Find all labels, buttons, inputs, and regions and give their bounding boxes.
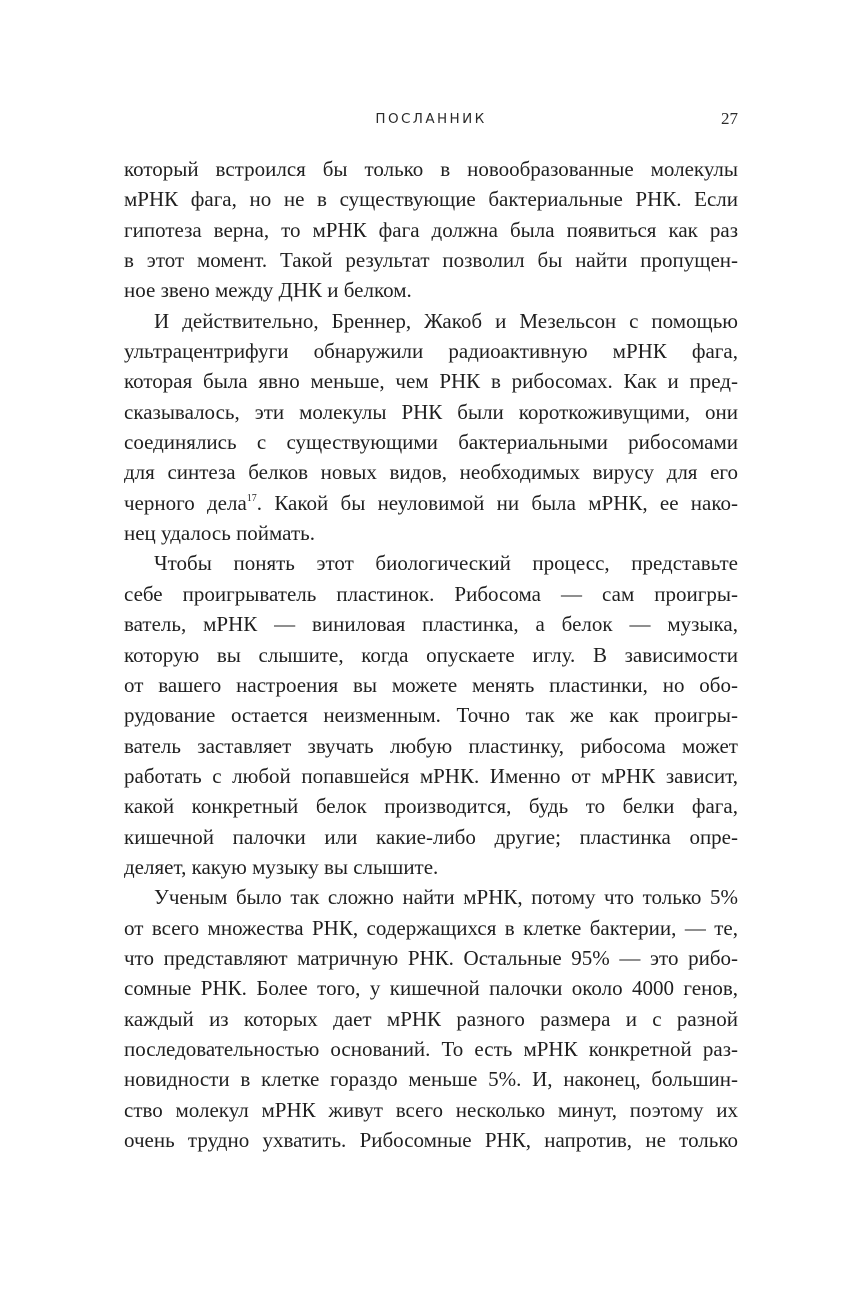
text-line bbox=[124, 488, 738, 518]
text-line: в этот момент. Такой результат позволил бы найти пропущен- bbox=[124, 248, 738, 273]
text-line: новидности в клетке гораздо меньше 5%. И, наконец, большин- bbox=[124, 1067, 738, 1092]
text-line: кишечной палочки или какие-либо другие; пластинка опре- bbox=[124, 824, 738, 849]
text-line: сомные РНК. Более того, у кишечной палочки около 4000 генов, bbox=[124, 976, 738, 1001]
text-line: работать с любой попавшейся мРНК. Именно от мРНК зависит, bbox=[124, 763, 738, 788]
text-line: Чтобы понять этот биологический процесс, представьте bbox=[154, 551, 738, 576]
text-fragment: . Какой бы неуловимой ни была мРНК, ее нако- bbox=[256, 490, 738, 515]
text-line: ватель, мРНК — виниловая пластинка, а белок — музыка, bbox=[124, 612, 738, 637]
footnote-reference[interactable]: 17 bbox=[246, 492, 257, 504]
text-line: ство молекул мРНК живут всего несколько минут, поэтому их bbox=[124, 1097, 738, 1122]
page-number: 27 bbox=[721, 109, 738, 128]
text-line: какой конкретный белок производится, будь то белки фага, bbox=[124, 794, 738, 819]
text-line: мРНК фага, но не в существующие бактериальные РНК. Если bbox=[124, 187, 738, 212]
text-line: И действительно, Бреннер, Жакоб и Мезельсон с помощью bbox=[154, 308, 738, 333]
text-line: для синтеза белков новых видов, необходимых вирусу для его bbox=[124, 460, 738, 485]
text-line: каждый из которых дает мРНК разного размера и с разной bbox=[124, 1006, 738, 1031]
text-line: сказывалось, эти молекулы РНК были короткоживущими, они bbox=[124, 399, 738, 424]
text-line: которую вы слышите, когда опускаете иглу. В зависимости bbox=[124, 642, 738, 667]
text-line: от вашего настроения вы можете менять пластинки, но обо- bbox=[124, 672, 738, 697]
text-line: который встроился бы только в новообразованные молекулы bbox=[124, 157, 738, 181]
text-line: рудование остается неизменным. Точно так же как проигры- bbox=[124, 703, 738, 728]
text-line: Ученым было так сложно найти мРНК, потому что только 5% bbox=[154, 885, 738, 910]
text-line: последовательностью оснований. То есть мРНК конкретной раз- bbox=[124, 1036, 738, 1061]
text-line: ультрацентрифуги обнаружили радиоактивную мРНК фага, bbox=[124, 339, 738, 364]
running-header bbox=[124, 108, 738, 132]
text-line: которая была явно меньше, чем РНК в рибосомах. Как и пред- bbox=[124, 369, 738, 394]
text-line: нец удалось поймать. bbox=[124, 521, 315, 546]
running-title: ПОСЛАННИК bbox=[375, 111, 487, 127]
text-line: соединялись с существующими бактериальными рибосомами bbox=[124, 430, 738, 455]
body-text bbox=[124, 154, 738, 1155]
text-line: очень трудно ухватить. Рибосомные РНК, напротив, не только bbox=[124, 1128, 738, 1152]
text-line: что представляют матричную РНК. Остальные 95% — это рибо- bbox=[124, 945, 738, 970]
text-line: от всего множества РНК, содержащихся в клетке бактерии, — те, bbox=[124, 915, 738, 940]
text-fragment: черного дела bbox=[124, 490, 247, 515]
text-line: деляет, какую музыку вы слышите. bbox=[124, 854, 439, 879]
text-line: гипотеза верна, то мРНК фага должна была появиться как раз bbox=[124, 217, 738, 242]
text-line: ное звено между ДНК и белком. bbox=[124, 278, 412, 303]
text-line: ватель заставляет звучать любую пластинку, рибосома может bbox=[124, 733, 738, 758]
text-line: себе проигрыватель пластинок. Рибосома — сам проигры- bbox=[124, 581, 738, 606]
